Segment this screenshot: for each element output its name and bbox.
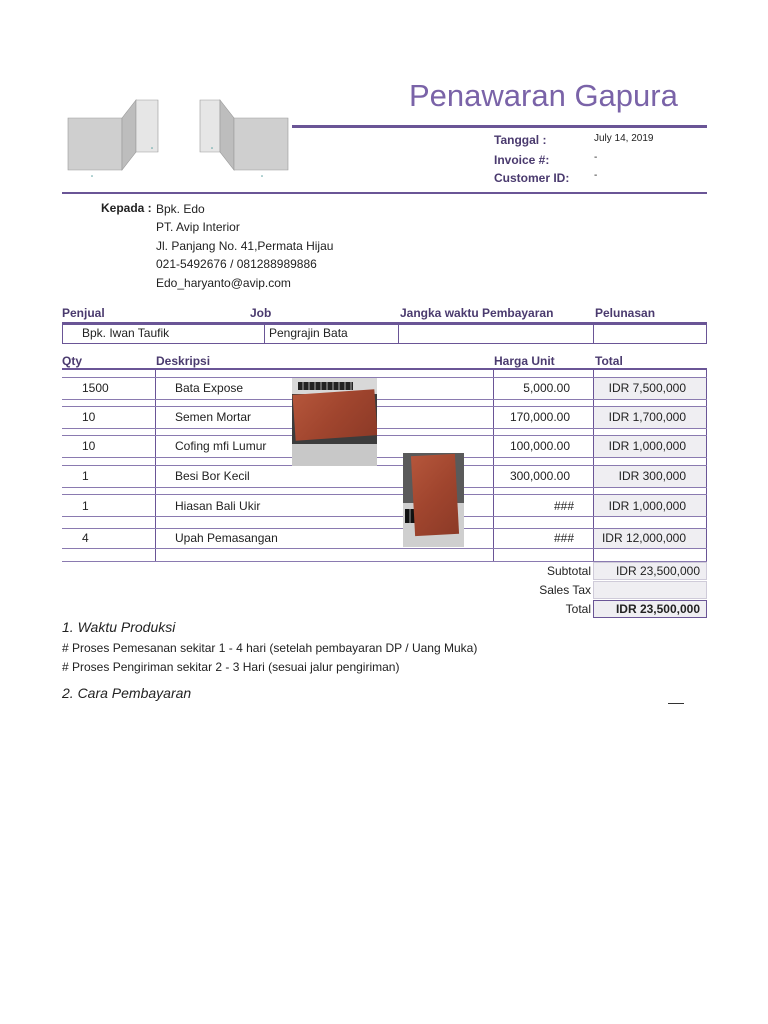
item-unit: 100,000.00 [509,439,570,453]
recipient-line: Bpk. Edo [156,202,205,216]
item-desc: Semen Mortar [175,410,252,424]
item-total: IDR 1,000,000 [608,439,686,453]
sales-tax-label: Sales Tax [539,583,591,597]
item-desc: Besi Bor Kecil [175,469,250,483]
cell-divider [264,324,265,344]
item-total: IDR 1,000,000 [608,499,686,513]
small-mark [668,703,684,704]
item-qty: 10 [82,410,96,424]
note-line: # Proses Pemesanan sekitar 1 - 4 hari (setelah pembayaran DP / Uang Muka) [62,641,478,655]
item-unit: ### [553,499,574,513]
subtotal-value: IDR 23,500,000 [593,562,707,580]
recipient-line: Jl. Panjang No. 41,Permata Hijau [156,239,334,253]
note-line: # Proses Pengiriman sekitar 2 - 3 Hari (sesuai jalur pengiriman) [62,660,400,674]
settlement-header: Pelunasan [595,306,656,320]
item-unit: 170,000.00 [509,410,570,424]
item-unit: 300,000.00 [509,469,570,483]
item-total: IDR 1,700,000 [608,410,686,424]
invoice-label: Invoice #: [494,153,550,167]
item-qty: 10 [82,439,96,453]
total-value: IDR 23,500,000 [593,600,707,618]
items-rule [62,368,707,370]
payment-term-header: Jangka waktu Pembayaran [400,306,554,320]
item-unit: ### [553,531,574,545]
customer-value: - [594,170,598,181]
row-line [62,457,707,458]
row-line [62,548,707,549]
customer-label: Customer ID: [494,171,570,185]
item-unit: 5,000.00 [523,381,570,395]
item-total: IDR 12,000,000 [601,531,686,545]
row-line [62,399,707,400]
total-label: Total [565,602,591,616]
section1-title: 1. Waktu Produksi [62,619,176,635]
item-qty: 4 [82,531,89,545]
item-qty: 1 [82,499,89,513]
recipient-line: PT. Avip Interior [156,220,240,234]
row-line [62,516,707,517]
brick-photo [403,453,464,547]
recipient-line: Edo_haryanto@avip.com [156,276,291,290]
item-desc: Bata Expose [175,381,244,395]
tanggal-label: Tanggal : [494,133,547,147]
job-value: Pengrajin Bata [269,326,348,340]
page-title: Penawaran Gapura [409,78,678,113]
gate-drawing [62,86,292,182]
item-desc: Hiasan Bali Ukir [175,499,261,513]
subtotal-label: Subtotal [546,564,591,578]
cell-divider [593,324,594,344]
section2-title: 2. Cara Pembayaran [62,685,192,701]
sales-tax-value [593,581,707,599]
seller-name: Bpk. Iwan Taufik [82,326,170,340]
row-line [62,487,707,488]
tanggal-value: July 14, 2019 [594,133,654,144]
header-rule [292,125,707,128]
recipient-line: 021-5492676 / 081288989886 [156,257,317,271]
recipient-label: Kepada : [101,201,152,215]
total-header: Total [595,354,623,368]
item-desc: Cofing mfi Lumur [175,439,267,453]
desc-header: Deskripsi [156,354,211,368]
item-desc: Upah Pemasangan [175,531,278,545]
row-line [62,428,707,429]
cell-divider [398,324,399,344]
item-total: IDR 300,000 [618,469,686,483]
seller-header: Penjual [62,306,105,320]
item-total: IDR 7,500,000 [608,381,686,395]
job-header: Job [250,306,272,320]
item-qty: 1 [82,469,89,483]
qty-header: Qty [62,354,83,368]
brick-photo [292,378,377,466]
unit-header: Harga Unit [494,354,555,368]
divider [62,192,707,194]
item-qty: 1500 [82,381,109,395]
invoice-value: - [594,152,598,163]
